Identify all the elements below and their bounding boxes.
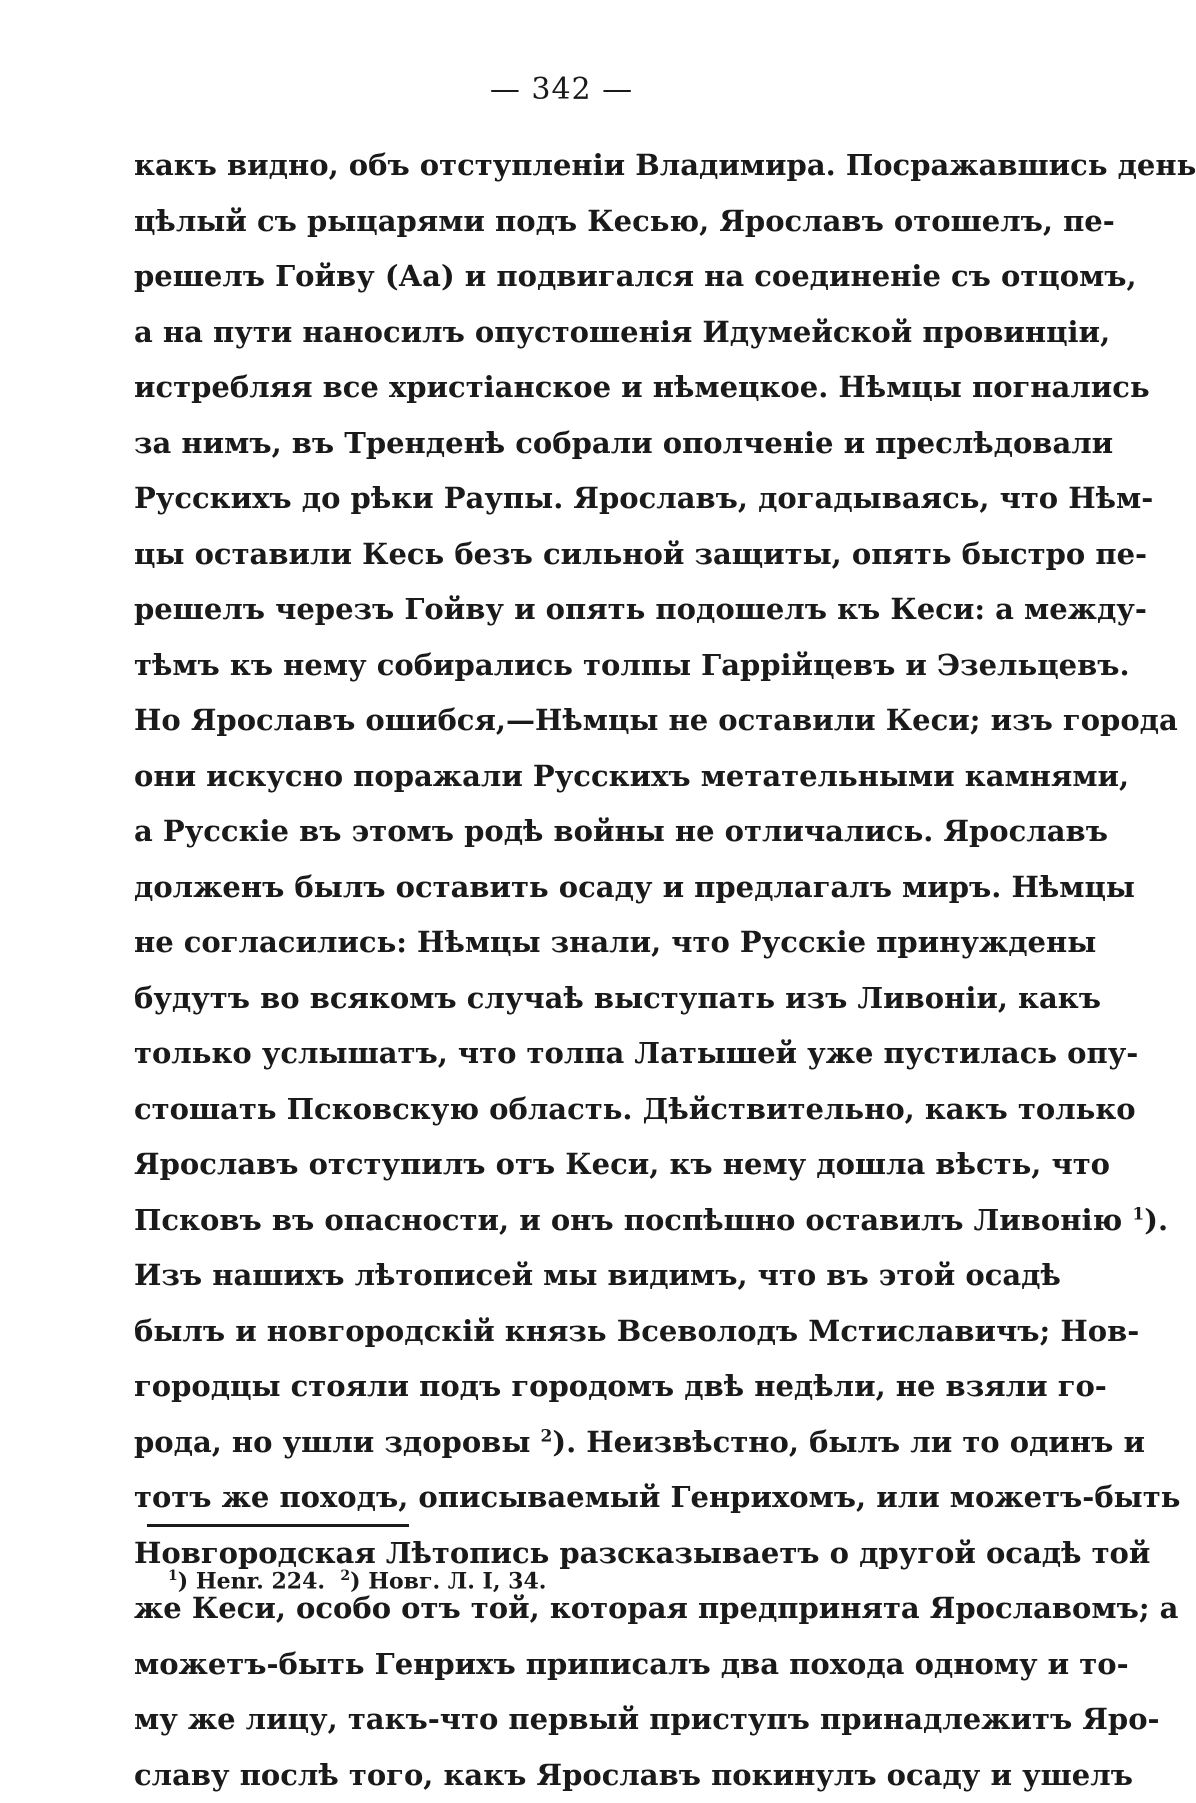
footnote-ref-2: 2 — [541, 1426, 553, 1446]
text-line: будутъ во всякомъ случаѣ выступать изъ Ливоніи, какъ — [134, 971, 970, 1027]
text-line-segment: ). Неизвѣстно, былъ ли то одинъ и — [552, 1425, 1145, 1459]
text-line: городцы стояли подъ городомъ двѣ недѣли, не взяли го- — [134, 1359, 970, 1415]
text-line: Изъ нашихъ лѣтописей мы видимъ, что въ этой осадѣ — [134, 1248, 970, 1304]
body-text — [134, 138, 970, 1803]
text-line: они искусно поражали Русскихъ метательными камнями, — [134, 749, 970, 805]
footnote-mark-2: 2 — [340, 1568, 350, 1584]
text-line: стошать Псковскую область. Дѣйствительно, какъ только — [134, 1082, 970, 1138]
text-line: славу послѣ того, какъ Ярославъ покинулъ осаду и ушелъ — [134, 1748, 970, 1803]
footnotes — [168, 1568, 546, 1594]
text-line-with-ref — [134, 1193, 970, 1249]
footnote-divider — [147, 1524, 409, 1527]
footnote-1: ) Henr. 224. — [178, 1568, 325, 1594]
text-line-segment: Псковъ въ опасности, и онъ поспѣшно оставилъ Ливонію — [134, 1203, 1122, 1237]
footnote-2: ) Новг. Л. I, 34. — [350, 1568, 546, 1594]
text-line: не согласились: Нѣмцы знали, что Русскіе принуждены — [134, 915, 970, 971]
text-line: какъ видно, объ отступленіи Владимира. Посражавшись день — [134, 138, 970, 194]
text-line: истребляя все христіанское и нѣмецкое. Нѣмцы погнались — [134, 360, 970, 416]
text-line: решелъ черезъ Гойву и опять подошелъ къ Кеси: а между- — [134, 582, 970, 638]
text-line: му же лицу, такъ-что первый приступъ принадлежитъ Яро- — [134, 1692, 970, 1748]
text-line: цы оставили Кесь безъ сильной защиты, опять быстро пе- — [134, 527, 970, 583]
page-number: — 342 — — [0, 72, 1123, 107]
text-line: за нимъ, въ Тренденѣ собрали ополченіе и преслѣдовали — [134, 416, 970, 472]
text-line: Новгородская Лѣтопись разсказываетъ о другой осадѣ той — [134, 1526, 970, 1582]
text-line: Ярославъ отступилъ отъ Кеси, къ нему дошла вѣсть, что — [134, 1137, 970, 1193]
text-line: долженъ былъ оставить осаду и предлагалъ миръ. Нѣмцы — [134, 860, 970, 916]
text-line-segment: ). — [1144, 1203, 1168, 1237]
text-line: а на пути наносилъ опустошенія Идумейской провинціи, — [134, 305, 970, 361]
text-line-segment: рода, но ушли здоровы — [134, 1425, 530, 1459]
text-line-with-ref — [134, 1415, 970, 1471]
footnote-mark-1: 1 — [168, 1568, 178, 1584]
text-line: тѣмъ къ нему собирались толпы Гаррійцевъ и Эзельцевъ. — [134, 638, 970, 694]
footnote-ref-1: 1 — [1132, 1204, 1144, 1224]
text-line: а Русскіе въ этомъ родѣ войны не отличались. Ярославъ — [134, 804, 970, 860]
text-line: только услышатъ, что толпа Латышей уже пустилась опу- — [134, 1026, 970, 1082]
text-line: можетъ-быть Генрихъ приписалъ два похода одному и то- — [134, 1637, 970, 1693]
text-line: Русскихъ до рѣки Раупы. Ярославъ, догадываясь, что Нѣм- — [134, 471, 970, 527]
text-line: Но Ярославъ ошибся,—Нѣмцы не оставили Кеси; изъ города — [134, 693, 970, 749]
text-line: решелъ Гойву (Аа) и подвигался на соединеніе съ отцомъ, — [134, 249, 970, 305]
text-line: цѣлый съ рыцарями подъ Кесью, Ярославъ отошелъ, пе- — [134, 194, 970, 250]
text-line: былъ и новгородскій князь Всеволодъ Мстиславичъ; Нов- — [134, 1304, 970, 1360]
text-line: же Кеси, особо отъ той, которая предпринята Ярославомъ; а — [134, 1581, 970, 1637]
text-line: тотъ же походъ, описываемый Генрихомъ, или можетъ-быть — [134, 1470, 970, 1526]
